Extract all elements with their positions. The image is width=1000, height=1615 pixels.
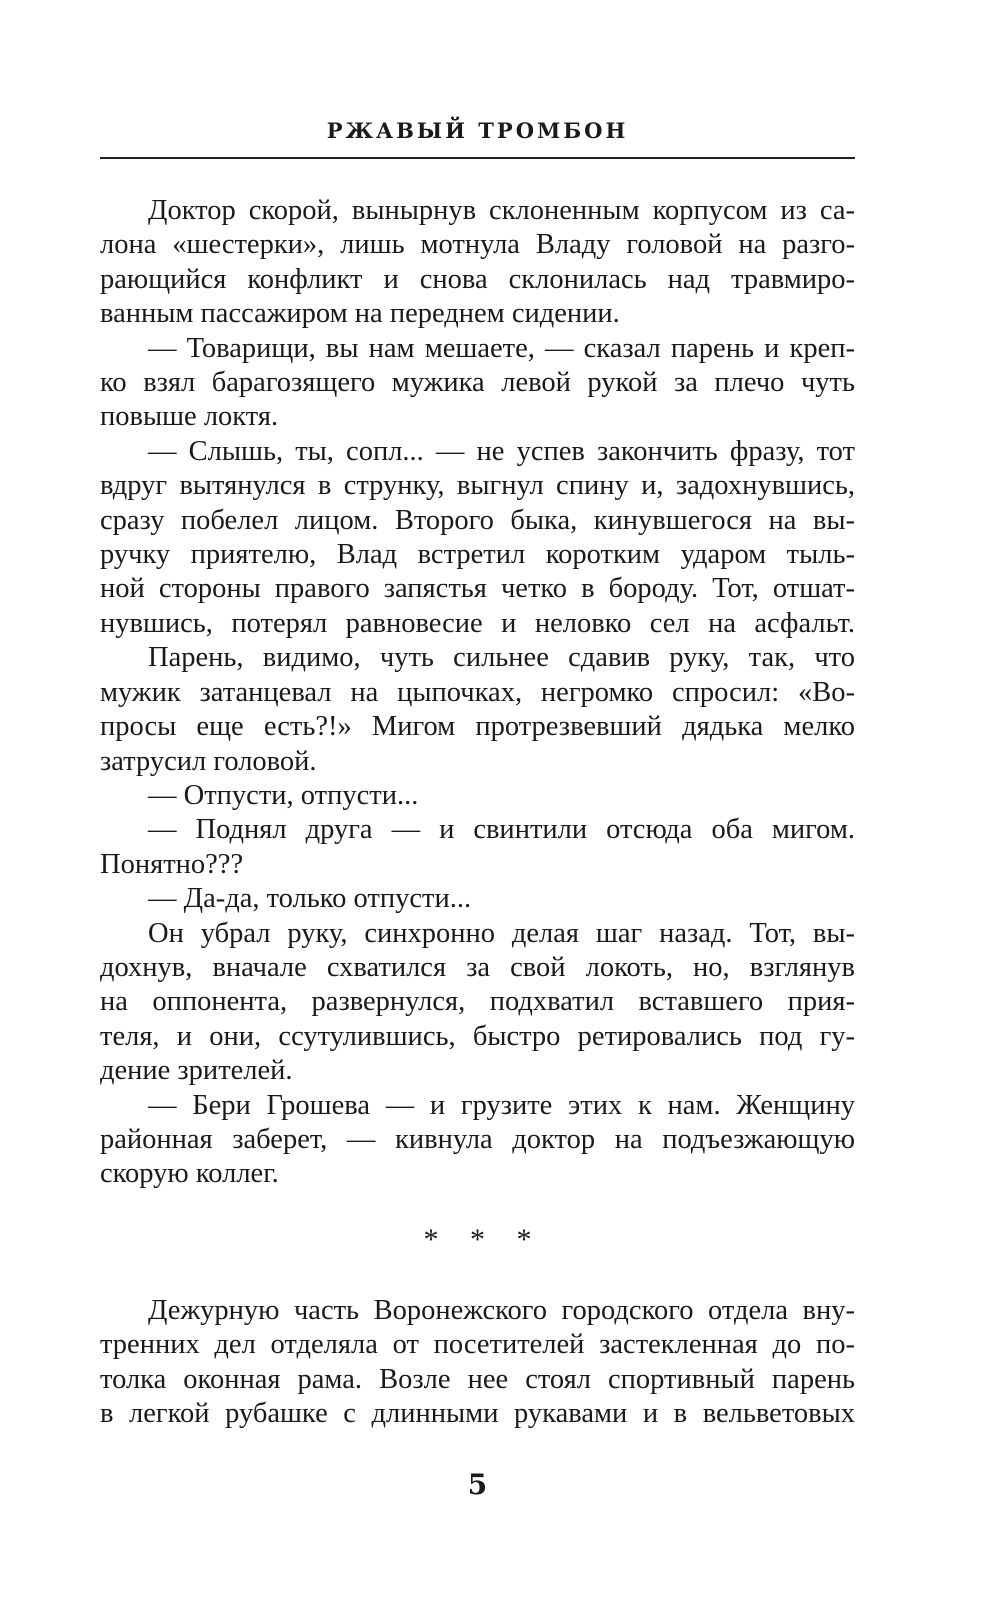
text-line: Доктор скорой, вынырнув склоненным корпусом из са- [148, 195, 855, 226]
text-line: Парень, видимо, чуть сильнее сдавив руку, так, что [148, 642, 855, 674]
text-line: районная заберет, — кивнула доктор на подъезжающую [100, 1123, 855, 1155]
text-line: лона «шестерки», лишь мотнула Владу головой на разго- [100, 229, 855, 261]
running-title: РЖАВЫЙ ТРОМБОН [326, 118, 629, 143]
text-line: тренних дел отделяла от посетителей застекленная до по- [100, 1329, 855, 1361]
text-line: — Да-да, только отпусти... [148, 883, 472, 915]
text-line: — Поднял друга — и свинтили отсюда оба мигом. [148, 814, 855, 846]
body-text-block-2 [100, 1294, 855, 1432]
text-line: Дежурную часть Воронежского городского отдела вну- [148, 1295, 855, 1326]
text-line: на оппонента, развернулся, подхватил вставшего прия- [100, 986, 855, 1018]
text-line: затрусил головой. [100, 745, 317, 777]
text-line: скорую коллег. [100, 1158, 279, 1190]
header-rule [100, 157, 855, 159]
text-line: нувшись, потерял равновесие и неловко сел на асфальт. [100, 607, 855, 639]
text-line: дохнув, вначале схватился за свой локоть, но, взглянув [100, 951, 855, 983]
body-text-block-1 [100, 194, 855, 1192]
text-line: дение зрителей. [100, 1055, 293, 1087]
section-separator: * * * [423, 1223, 544, 1256]
text-line: в легкой рубашке с длинными рукавами и в вельветовых [100, 1398, 855, 1430]
text-line: ко взял барагозящего мужика левой рукой за плечо чуть [100, 367, 855, 399]
text-line: — Отпусти, отпусти... [148, 779, 419, 811]
text-line: Понятно??? [100, 848, 244, 880]
text-line: — Слышь, ты, сопл... — не успев закончить фразу, тот [148, 435, 855, 467]
page-number: 5 [467, 1468, 488, 1501]
text-line: вдруг вытянулся в струнку, выгнул спину и, задохнувшись, [100, 470, 855, 502]
text-line: — Товарищи, вы нам мешаете, — сказал парень и креп- [148, 332, 855, 364]
text-line: мужик затанцевал на цыпочках, негромко спросил: «Во- [100, 676, 855, 708]
text-line: сразу побелел лицом. Второго быка, кинувшегося на вы- [100, 504, 855, 536]
text-line: — Бери Грошева — и грузите этих к нам. Женщину [148, 1089, 855, 1121]
text-line: рающийся конфликт и снова склонилась над травмиро- [100, 263, 855, 295]
text-line: просы еще есть?!» Мигом протрезвевший дядька мелко [100, 711, 855, 743]
text-line: ванным пассажиром на переднем сидении. [100, 298, 620, 330]
text-line: теля, и они, ссутулившись, быстро ретировались под гу- [100, 1020, 855, 1052]
text-line: повыше локтя. [100, 401, 279, 433]
text-line: толка оконная рама. Возле нее стоял спортивный парень [100, 1363, 855, 1395]
text-line: Он убрал руку, синхронно делая шаг назад. Тот, вы- [148, 917, 855, 949]
text-line: ручку приятелю, Влад встретил коротким ударом тыль- [100, 539, 855, 571]
text-line: ной стороны правого запястья четко в бороду. Тот, отшат- [100, 573, 855, 605]
